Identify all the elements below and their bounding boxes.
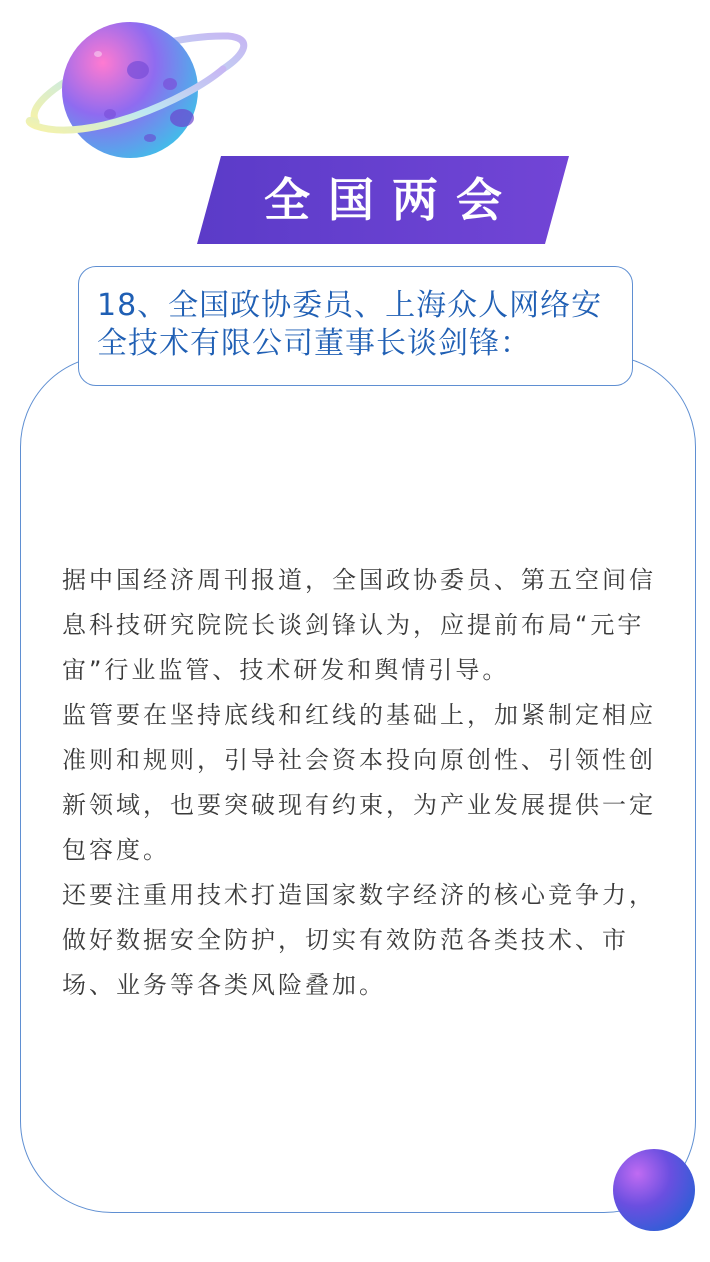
planet-icon — [18, 14, 248, 164]
heading-box — [78, 266, 633, 386]
orb-icon — [612, 1148, 696, 1232]
page-title: 全国两会 — [264, 173, 520, 227]
article-body — [62, 558, 666, 1008]
title-banner — [197, 156, 569, 244]
paragraph: 还要注重用技术打造国家数字经济的核心竞争力，做好数据安全防护，切实有效防范各类技术、市场、业务等各类风险叠加。 — [62, 881, 656, 999]
article-heading: 18、全国政协委员、上海众人网络安全技术有限公司董事长谈剑锋： — [97, 288, 603, 361]
paragraph: 据中国经济周刊报道，全国政协委员、第五空间信息科技研究院院长谈剑锋认为，应提前布局“元宇宙”行业监管、技术研发和舆情引导。 — [62, 566, 656, 684]
paragraph: 监管要在坚持底线和红线的基础上，加紧制定相应准则和规则，引导社会资本投向原创性、引领性创新领域，也要突破现有约束，为产业发展提供一定包容度。 — [62, 701, 656, 864]
